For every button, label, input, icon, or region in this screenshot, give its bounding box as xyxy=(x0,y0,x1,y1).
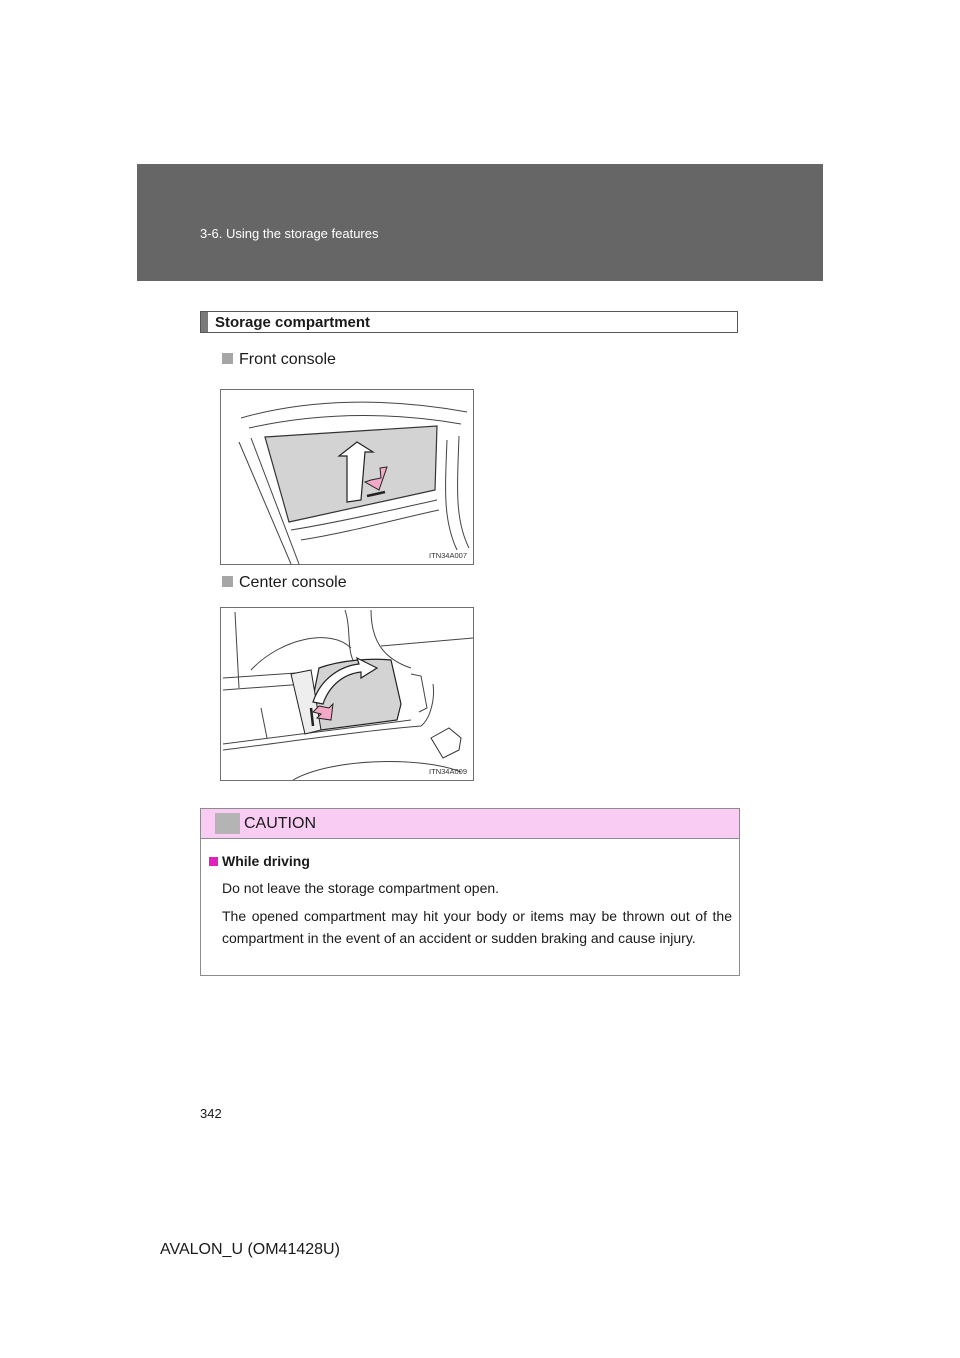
section-heading-bar xyxy=(201,312,208,332)
figure-front-console xyxy=(220,389,474,565)
caution-icon xyxy=(215,813,240,834)
section-heading-text: Storage compartment xyxy=(215,314,371,331)
chapter-header-band xyxy=(137,164,823,281)
caution-label: CAUTION xyxy=(244,815,316,832)
footer-text: AVALON_U (OM41428U) xyxy=(160,1241,340,1258)
page-number: 342 xyxy=(200,1106,222,1121)
square-bullet-icon xyxy=(222,353,233,364)
center-console-illustration xyxy=(221,608,473,780)
caution-paragraph-2: The opened compartment may hit your body or items may be thrown out of the compartment in the event of an accident or sudden braking and cause injury. xyxy=(222,908,732,946)
subheading-center-console xyxy=(222,574,347,592)
subheading-label: Front console xyxy=(239,351,336,368)
figure-center-console xyxy=(220,607,474,781)
subheading-front-console xyxy=(222,351,336,369)
square-bullet-icon xyxy=(222,576,233,587)
chapter-header-text: 3-6. Using the storage features xyxy=(200,226,379,241)
figure-code: ITN34A009 xyxy=(429,767,467,776)
front-console-illustration xyxy=(221,390,473,564)
caution-header xyxy=(201,809,739,839)
square-bullet-icon xyxy=(209,857,218,866)
caution-subheading xyxy=(209,853,310,869)
caution-paragraph-1: Do not leave the storage compartment open. xyxy=(222,880,500,896)
subheading-label: Center console xyxy=(239,574,347,591)
caution-subheading-text: While driving xyxy=(222,853,310,869)
figure-code: ITN34A007 xyxy=(429,551,467,560)
caution-box xyxy=(200,808,740,976)
section-heading xyxy=(200,311,738,333)
